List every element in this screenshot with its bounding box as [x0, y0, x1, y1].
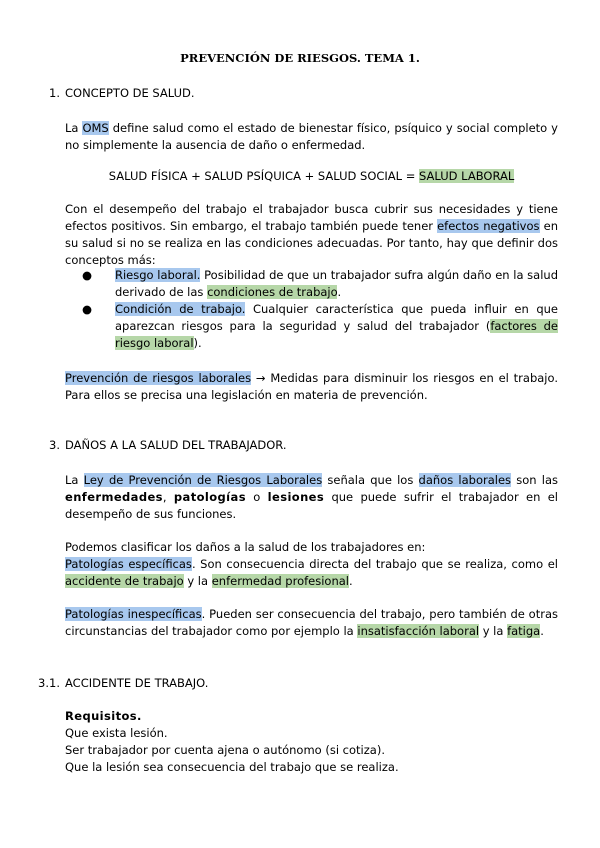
requisito-item: Que la lesión sea consecuencia del trabajo que se realiza.: [65, 760, 399, 774]
highlight-factores-de-riesgo: factores de riesgo laboral: [115, 319, 558, 350]
bold-patologias: patologías: [173, 490, 246, 504]
bullet-dot: ●: [82, 268, 93, 282]
bullet-riesgo-laboral: ● Riesgo laboral. Posibilidad de que un trabajador sufra algún daño en la salud derivado de las condiciones de trabajo.: [82, 268, 558, 299]
highlight-oms: OMS: [82, 121, 109, 135]
document-title: PREVENCIÓN DE RIESGOS. TEMA 1.: [180, 51, 420, 65]
section-3-number: 3.: [49, 438, 60, 452]
bullet-dot: ●: [82, 302, 93, 316]
highlight-patologias-especificas: Patologías específicas: [65, 557, 192, 571]
section-1-title: CONCEPTO DE SALUD.: [65, 86, 195, 100]
highlight-prevencion-riesgos: Prevención de riesgos laborales: [65, 371, 252, 385]
requisitos-title: Requisitos.: [65, 709, 142, 723]
section-3-1-title: ACCIDENTE DE TRABAJO.: [65, 676, 209, 690]
danos-laborales-paragraph: La Ley de Prevención de Riesgos Laborales señala que los daños laborales son las enfermedades, patologías o lesiones que puede sufrir el trabajador en el desempeño de sus funciones.: [65, 473, 558, 521]
requisito-item: Ser trabajador por cuenta ajena o autónomo (si cotiza).: [65, 743, 385, 757]
highlight-ley-prevencion: Ley de Prevención de Riesgos Laborales: [83, 473, 323, 487]
salud-formula: SALUD FÍSICA + SALUD PSÍQUICA + SALUD SOCIAL = SALUD LABORAL: [108, 169, 515, 183]
prevencion-paragraph: Prevención de riesgos laborales → Medidas para disminuir los riesgos en el trabajo. Para ellos se precisa una legislación en materia de prevención.: [65, 371, 558, 402]
highlight-insatisfaccion-laboral: insatisfacción laboral: [357, 624, 480, 638]
requisitos-list: [65, 708, 558, 776]
highlight-condicion-de-trabajo: Condición de trabajo.: [115, 302, 246, 316]
oms-definition-paragraph: La OMS define salud como el estado de bienestar físico, psíquico y social completo y no simplemente la ausencia de daño o enfermedad.: [65, 121, 558, 152]
section-3-title: DAÑOS A LA SALUD DEL TRABAJADOR.: [65, 438, 287, 452]
section-1-number: 1.: [49, 86, 60, 100]
highlight-enfermedad-profesional: enfermedad profesional: [211, 574, 349, 588]
patologias-inespecificas-paragraph: Patologías inespecíficas. Pueden ser consecuencia del trabajo, pero también de otras circunstancias del trabajador como por ejemplo la insatisfacción laboral y la fatiga.: [65, 607, 558, 638]
bold-enfermedades: enfermedades: [65, 490, 163, 504]
highlight-accidente-de-trabajo: accidente de trabajo: [65, 574, 184, 588]
section-3-1-number: 3.1.: [38, 676, 60, 690]
highlight-fatiga: fatiga: [507, 624, 541, 638]
highlight-salud-laboral: SALUD LABORAL: [419, 169, 515, 183]
bold-lesiones: lesiones: [267, 490, 325, 504]
highlight-danos-laborales: daños laborales: [418, 473, 512, 487]
clasificacion-paragraph: Podemos clasificar los daños a la salud de los trabajadores en: Patologías específicas. Son consecuencia directa del trabajo que se realiza, como el accidente de trabajo y la enfermedad profesional.: [65, 540, 558, 588]
highlight-condiciones-de-trabajo: condiciones de trabajo: [207, 285, 338, 299]
bullet-condicion-de-trabajo: ● Condición de trabajo. Cualquier característica que pueda influir en que aparezcan riesgos para la seguridad y salud del trabajador (factores de riesgo laboral).: [82, 302, 558, 350]
trabajo-paragraph: Con el desempeño del trabajo el trabajador busca cubrir sus necesidades y tiene efectos positivos. Sin embargo, el trabajo también puede tener efectos negativos en su salud si no se realiza en las condiciones adecuadas. Por tanto, hay que definir dos conceptos más:: [65, 202, 558, 267]
concepts-bullet-list: [65, 267, 558, 352]
highlight-riesgo-laboral: Riesgo laboral.: [115, 268, 201, 282]
requisito-item: Que exista lesión.: [65, 726, 168, 740]
highlight-efectos-negativos: efectos negativos: [437, 219, 540, 233]
highlight-patologias-inespecificas: Patologías inespecíficas: [65, 607, 202, 621]
